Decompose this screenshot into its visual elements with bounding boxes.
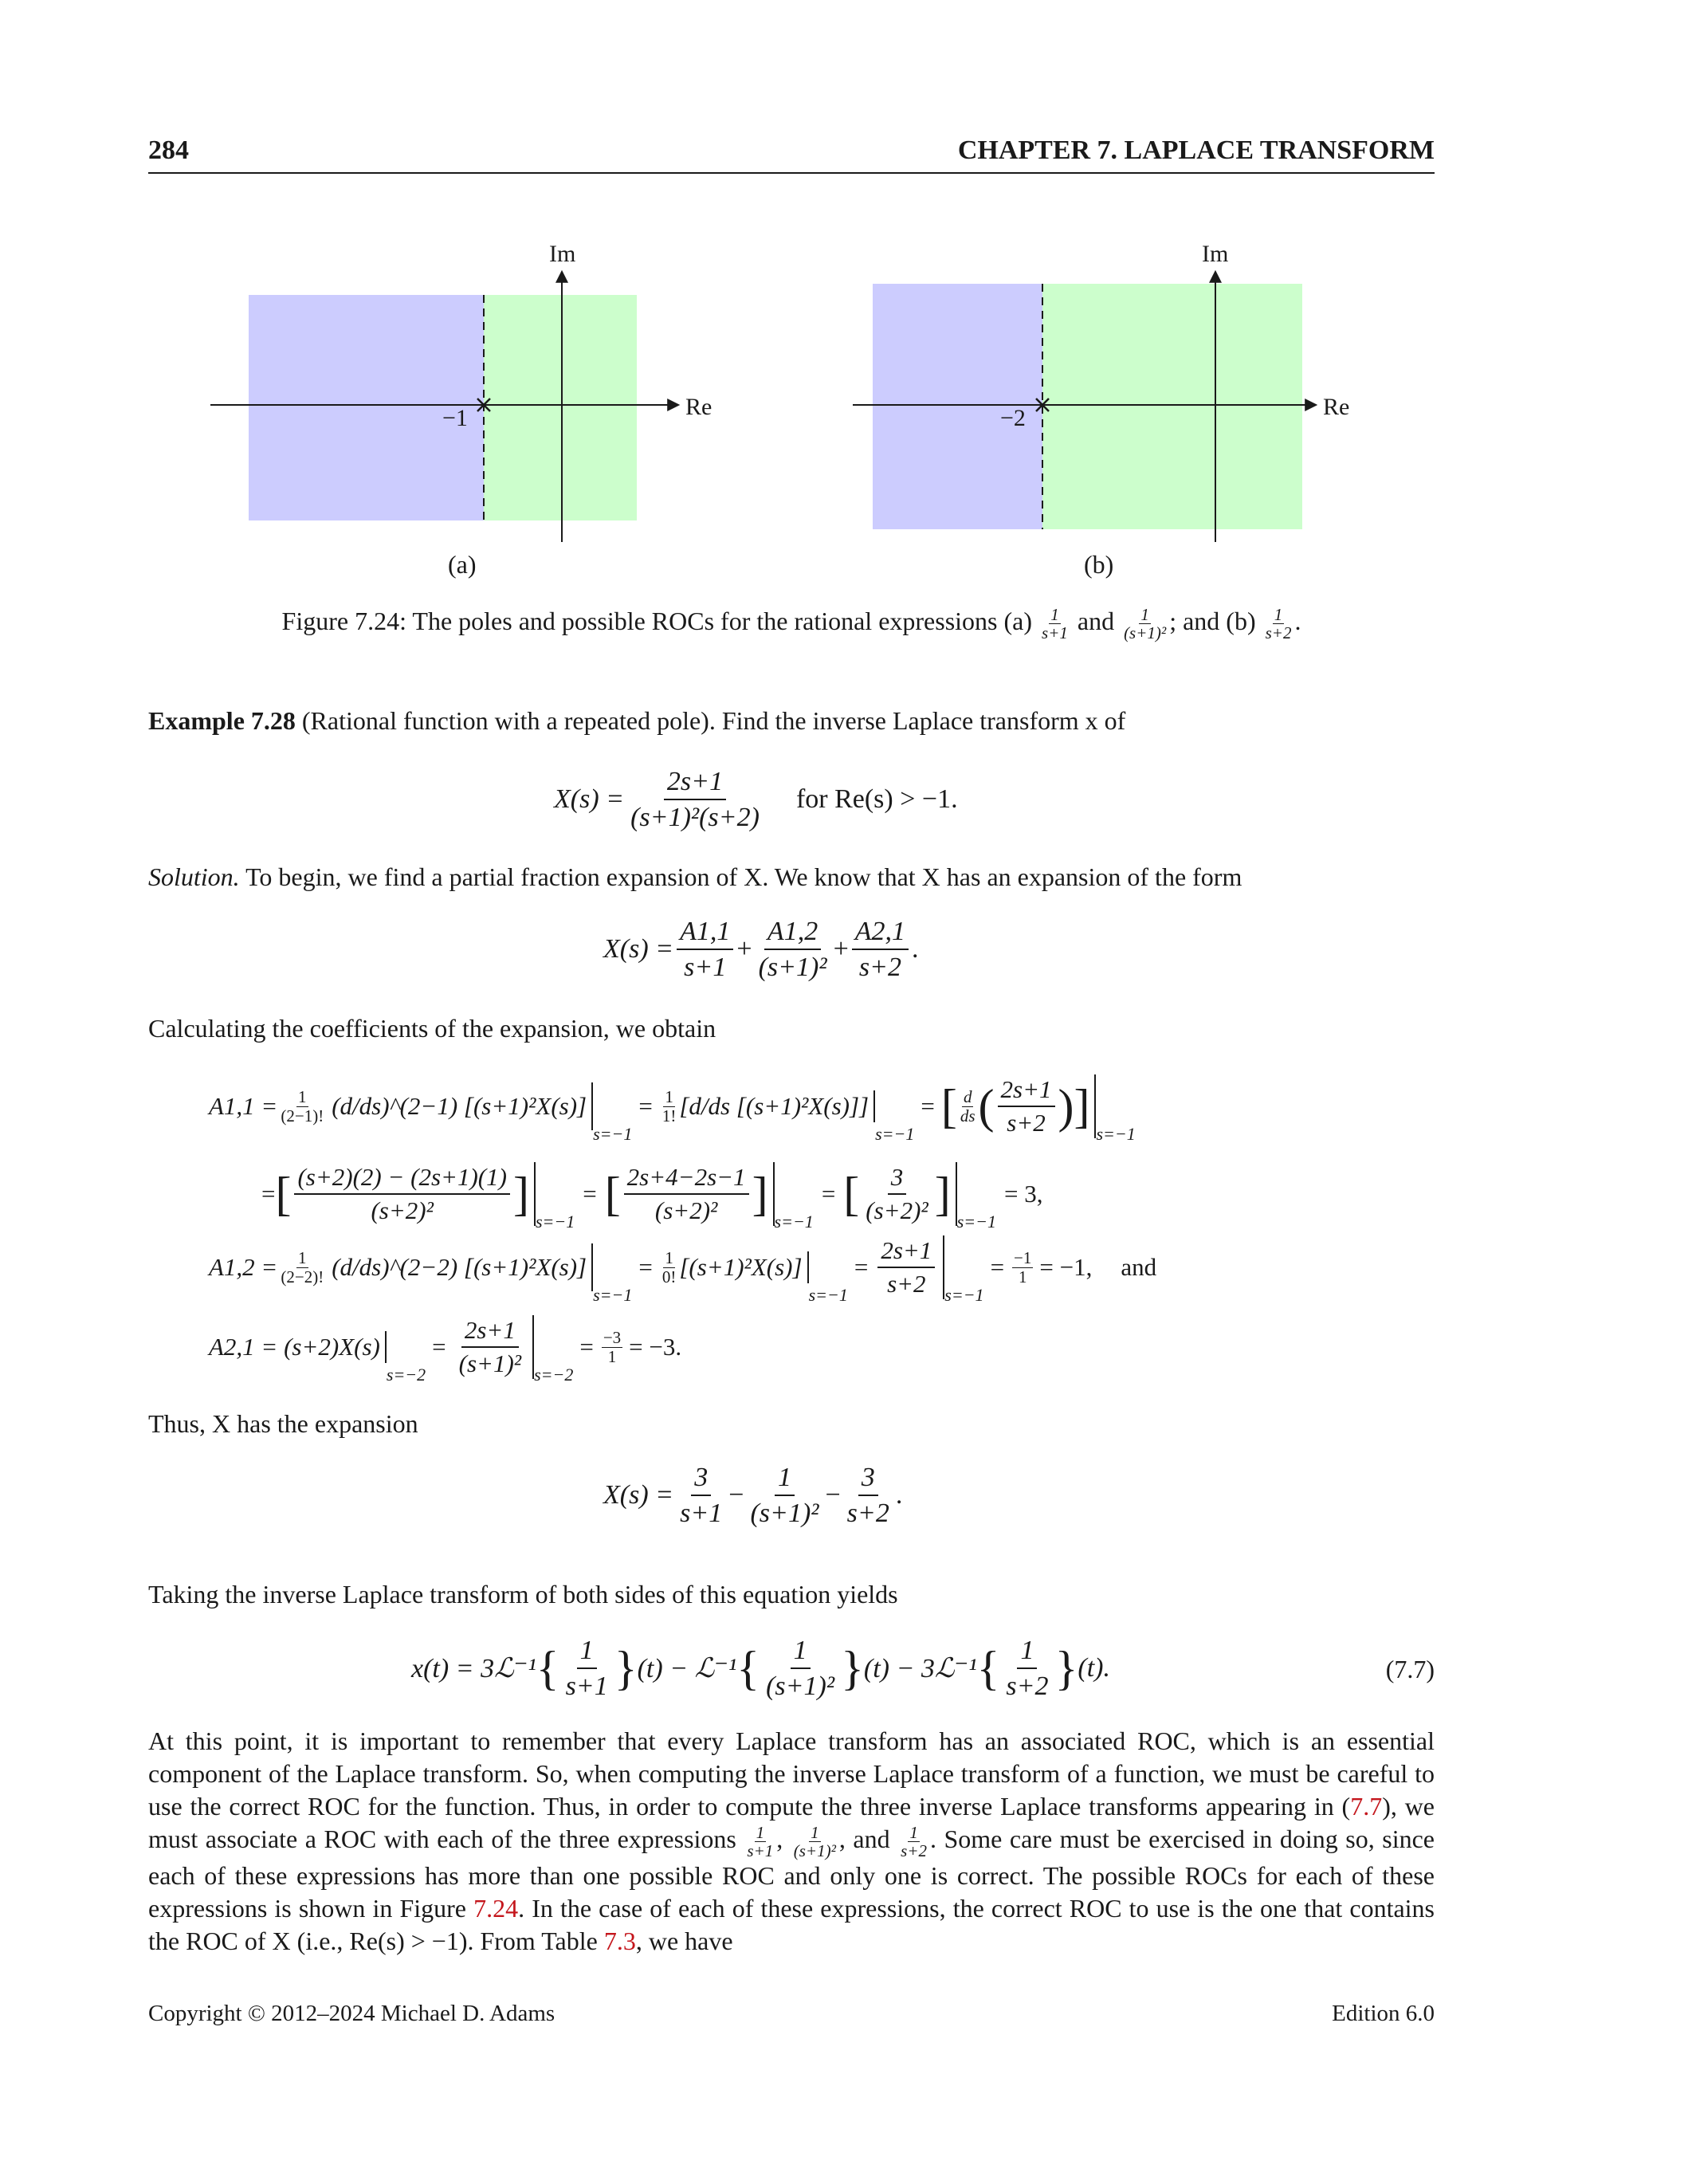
panel-a-sublabel: (a) xyxy=(448,550,477,579)
equation-expansion-form: X(s) = $\frac{A1,1}{s+1}$ + $\frac{A1,2}{\text{(s+1)²}}$ + $\frac{A2,1}{s+2}$ . xyxy=(603,917,919,983)
roc-right-region-b xyxy=(1042,284,1302,529)
equation-number-7-7: (7.7) xyxy=(1385,1655,1435,1683)
figure-caption: Figure 7.24: The poles and possible ROCs for the rational expressions (a) $\frac{1}{s+1}$ and $\frac{1}{\text{(s+1)²}}$ ; and (b) $\frac{1}{s+2}$ . xyxy=(281,605,1301,643)
inverse-text: Taking the inverse Laplace transform of both sides of this equation yields xyxy=(148,1580,898,1609)
real-axis-label-b: Re xyxy=(1323,394,1350,420)
equation-A12: A1,2 = $\frac{1}{(2-2)!}$ (d/ds)^(2−2) [(s+1)²X(s)] s=−1 = $\frac{1}{0!}$ [(s+1)²X(s)] s=−1 = $\frac{2s+1}{s+2}$ s=−1 = $\frac{-1}{1}$ = −1, and xyxy=(209,1235,1157,1305)
figure-panel-a xyxy=(207,231,701,566)
figure-panel-b xyxy=(845,231,1339,566)
figure-ref-link[interactable]: 7.24 xyxy=(473,1894,519,1923)
pole-label-a: −1 xyxy=(442,405,468,431)
equation-A11-line1: A1,1 = $\frac{1}{(2-1)!}$ (d/ds)^(2−1) [(s+1)²X(s)] s=−1 = $\frac{1}{1!}$ [d/ds [(s+1)²X(s)]] s=−1 = [ d ds ( $\frac{2s+1}{s+2}$ ) ] s=−1 xyxy=(209,1074,1136,1144)
panel-b-sublabel: (b) xyxy=(1084,550,1114,579)
real-axis-label-a: Re xyxy=(685,394,712,420)
imag-axis-label-a: Im xyxy=(549,241,576,267)
table-ref-link[interactable]: 7.3 xyxy=(603,1927,636,1956)
footer-edition: Edition 6.0 xyxy=(1332,2001,1435,2026)
closing-paragraph: At this point, it is important to remember that every Laplace transform has an associated ROC, which is an essential component of the Laplace transform. So, when computing the inverse Laplace transform of a function, we must be careful to use the correct ROC for the function. Thus, in order to compute the three inverse Laplace transforms appearing in (7.7), we must associate a ROC with each of the three expressions $\frac{1}{s+1}$ , $\frac{1}{\text{(s+1)²}}$ , and $\frac{1}{s+2}$ . Some care must be exercised in doing so, since each of these expressions has more than one possible ROC and only one is correct. The possible ROCs for each of these expressions is shown in Figure 7.24. In the case of each of these expressions, the correct ROC to use is the one that contains the ROC of X (i.e., Re(s) > −1). From Table 7.3, we have xyxy=(148,1726,1435,1956)
equation-X-definition: X(s) = $\frac{2s+1}{\text{(s+1)²(s+2)}}$ for Re(s) > −1. xyxy=(554,767,958,833)
chapter-title: CHAPTER 7. LAPLACE TRANSFORM xyxy=(957,136,1435,165)
imag-axis-label-b: Im xyxy=(1202,241,1229,267)
example-heading: Example 7.28 (Rational function with a repeated pole). Find the inverse Laplace transform x of xyxy=(148,706,1126,735)
page-number: 284 xyxy=(148,136,189,165)
roc-right-region-a xyxy=(484,295,637,520)
header-rule xyxy=(148,172,1435,174)
footer-copyright: Copyright © 2012–2024 Michael D. Adams xyxy=(148,2001,555,2026)
thus-text: Thus, X has the expansion xyxy=(148,1409,418,1438)
pole-label-b: −2 xyxy=(1000,405,1026,431)
calc-text: Calculating the coefficients of the expansion, we obtain xyxy=(148,1014,716,1043)
equation-A21: A2,1 = (s+2)X(s) s=−2 = $\frac{2s+1}{\text{(s+1)²}}$ s=−2 = $\frac{-3}{1}$ = −3. xyxy=(209,1315,682,1385)
equation-expansion: X(s) = $\frac{3}{s+1}$ − $\frac{1}{\text{(s+1)²}}$ − $\frac{3}{s+2}$ . xyxy=(603,1463,903,1529)
equation-7-7: x(t) = 3ℒ⁻¹ { $\frac{1}{s+1}$ } (t) − ℒ⁻¹ { $\frac{1}{\text{(s+1)²}}$ } (t) − 3ℒ⁻¹ { $\frac{1}{s+2}$ } (t). xyxy=(411,1636,1110,1702)
solution-intro: Solution. To begin, we find a partial fraction expansion of X. We know that X has an expansion of the form xyxy=(148,862,1242,891)
equation-A11-line2: = [ $\frac{(s+2)(2) - (2s+1)(1)}{\text{(s+2)²}}$ ] s=−1 = [ $\frac{2s+4-2s-1}{\text{(s+2)²}}$ ] s=−1 = [ $\frac{3}{\text{(s+2)²}}$ ] s=−1 = 3, xyxy=(261,1162,1043,1231)
equation-ref-link[interactable]: 7.7 xyxy=(1350,1792,1383,1821)
